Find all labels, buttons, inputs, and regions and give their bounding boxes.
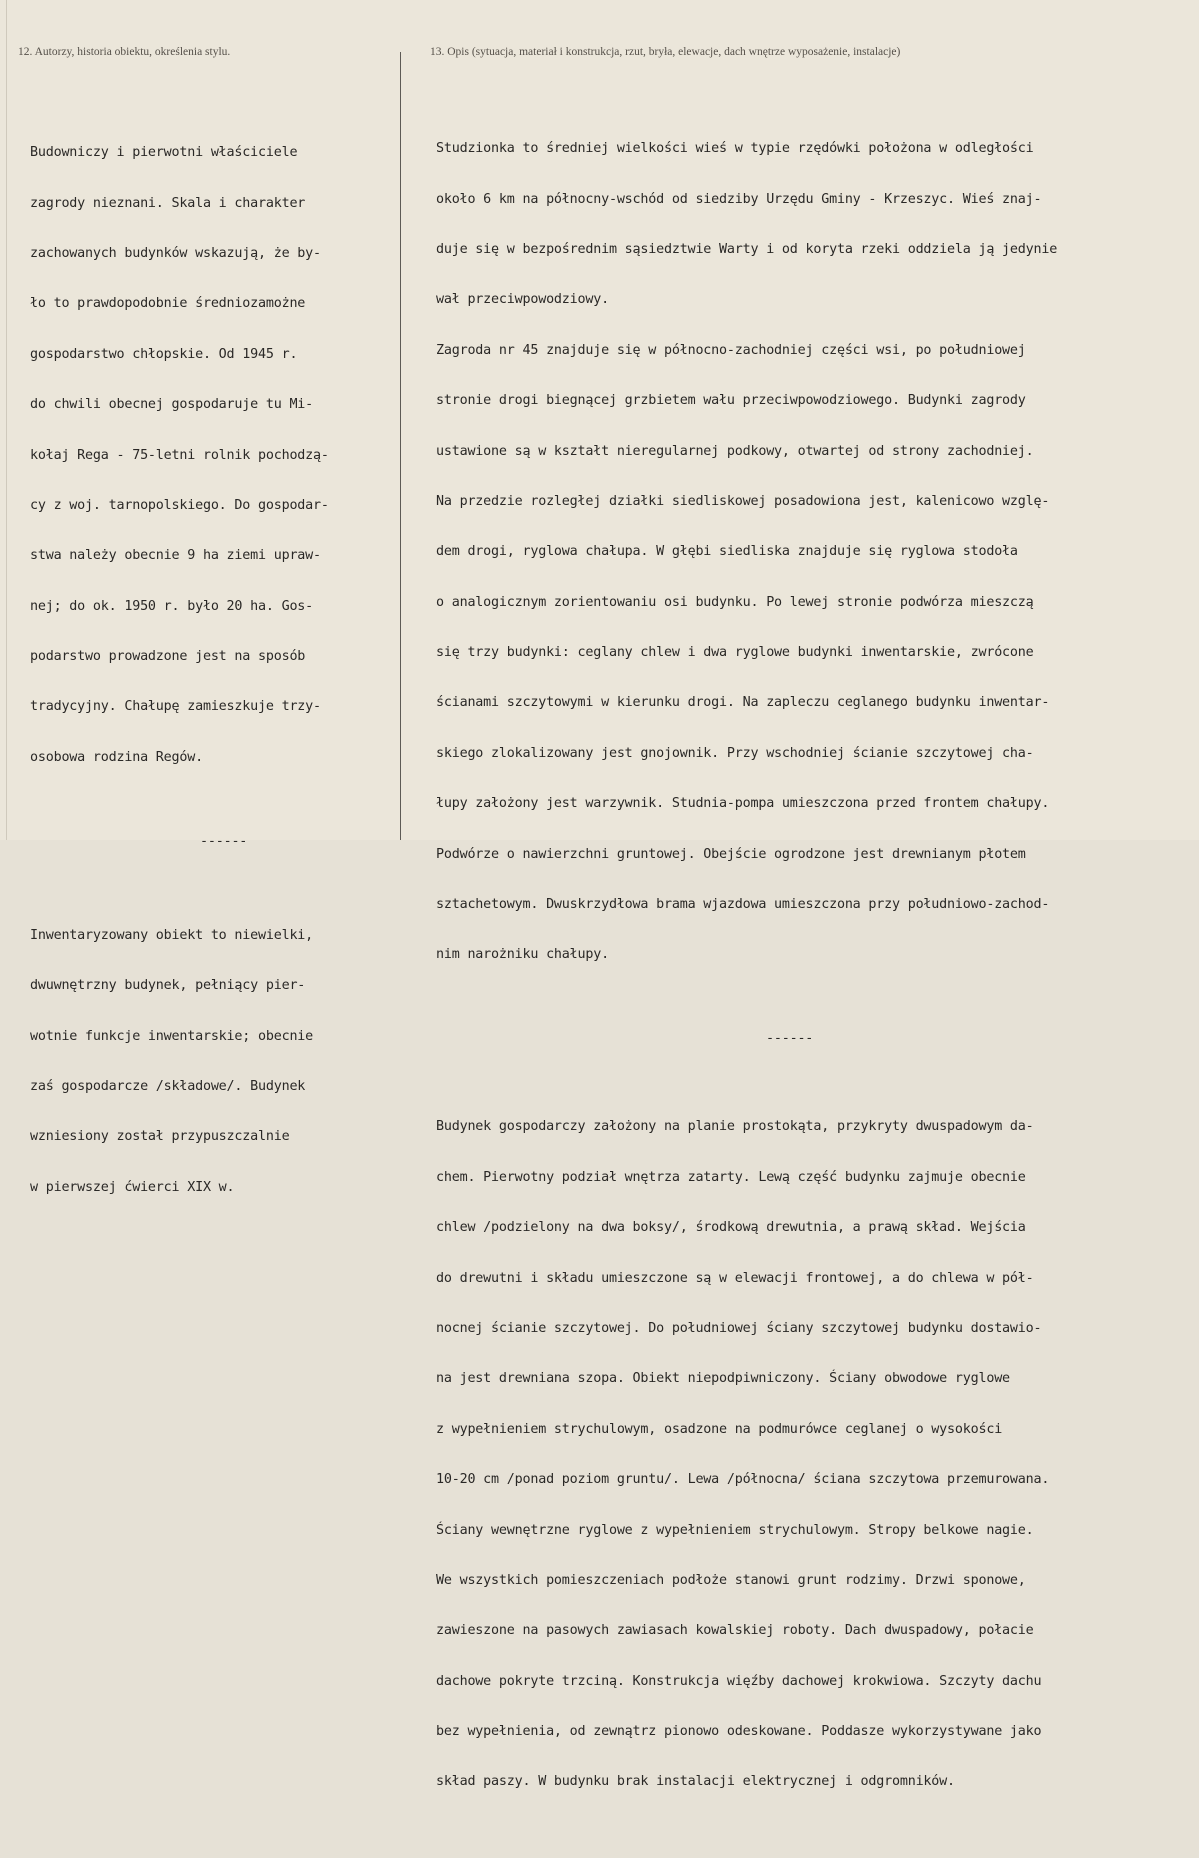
text-line: podarstwo prowadzone jest na sposób	[30, 649, 306, 665]
text-line: ło to prawdopodobnie średniozamożne	[30, 296, 306, 312]
situation-paragraph	[436, 108, 1057, 998]
text-line: do chwili obecnej gospodaruje tu Mi-	[30, 397, 314, 413]
text-line: na jest drewniana szopa. Obiekt niepodpiwniczony. Ściany obwodowe ryglowe	[436, 1371, 1010, 1387]
text-line: z wypełnieniem strychulowym, osadzone na podmurówce ceglanej o wysokości	[436, 1421, 1003, 1437]
text-line: wał przeciwpowodziowy.	[436, 292, 609, 308]
text-line: o analogicznym zorientowaniu osi budynku. Po lewej stronie podwórza mieszczą	[436, 594, 1034, 610]
text-line: Budynek gospodarczy założony na planie prostokąta, przykryty dwuspadowym da-	[436, 1119, 1034, 1135]
text-line: duje się w bezpośrednim sąsiedztwie Warty i od koryta rzeki oddziela ją jedynie	[436, 241, 1058, 257]
text-line: się trzy budynki: ceglany chlew i dwa ryglowe budynki inwentarskie, zwrócone	[436, 645, 1034, 661]
text-line: tradycyjny. Chałupę zamieszkuje trzy-	[30, 699, 321, 715]
text-line: 10-20 cm /ponad poziom gruntu/. Lewa /północna/ ściana szczytowa przemurowana.	[436, 1472, 1050, 1488]
text-line: około 6 km na północny-wschód od siedziby Urzędu Gminy - Krzeszyc. Wieś znaj-	[436, 191, 1042, 207]
text-line: wzniesiony został przypuszczalnie	[30, 1129, 290, 1145]
text-line: zawieszone na pasowych zawiasach kowalskiej roboty. Dach dwuspadowy, połacie	[436, 1623, 1034, 1639]
text-line: Budowniczy i pierwotni właściciele	[30, 145, 298, 161]
text-line: kołaj Rega - 75-letni rolnik pochodzą-	[30, 447, 329, 463]
separator-dashes: ------	[200, 833, 248, 849]
text-line: łupy założony jest warzywnik. Studnia-pompa umieszczona przed frontem chałupy.	[436, 796, 1050, 812]
text-line: wotnie funkcje inwentarskie; obecnie	[30, 1028, 314, 1044]
text-line: We wszystkich pomieszczeniach podłoże stanowi grunt rodzimy. Drzwi sponowe,	[436, 1572, 1026, 1588]
building-description-paragraph	[436, 1086, 1057, 1825]
text-line: nocnej ścianie szczytowej. Do południowej ściany szczytowej budynku dostawio-	[436, 1320, 1042, 1336]
text-line: dachowe pokryte trzciną. Konstrukcja więźby dachowej krokwiowa. Szczyty dachu	[436, 1673, 1042, 1689]
text-line: stronie drogi biegnącej grzbietem wału przeciwpowodziowego. Budynki zagrody	[436, 393, 1026, 409]
text-line: Inwentaryzowany obiekt to niewielki,	[30, 927, 314, 943]
text-line: dwuwnętrzny budynek, pełniący pier-	[30, 978, 306, 994]
page-edge-rule	[6, 0, 7, 840]
text-line: chlew /podzielony na dwa boksy/, środkową drewutnia, a prawą skład. Wejścia	[436, 1220, 1026, 1236]
text-line: Podwórze o nawierzchni gruntowej. Obejście ogrodzone jest drewnianym płotem	[436, 846, 1026, 862]
text-line: w pierwszej ćwierci XIX w.	[30, 1179, 235, 1195]
object-paragraph	[30, 894, 329, 1230]
text-line: Ściany wewnętrzne ryglowe z wypełnieniem strychulowym. Stropy belkowe nagie.	[436, 1522, 1034, 1538]
text-line: zagrody nieznani. Skala i charakter	[30, 195, 306, 211]
text-line: chem. Pierwotny podział wnętrza zatarty. Lewą część budynku zajmuje obecnie	[436, 1169, 1026, 1185]
text-line: Studzionka to średniej wielkości wieś w typie rzędówki położona w odległości	[436, 141, 1034, 157]
text-line: ścianami szczytowymi w kierunku drogi. Na zapleczu ceglanego budynku inwentar-	[436, 695, 1050, 711]
text-line: bez wypełnienia, od zewnątrz pionowo odeskowane. Poddasze wykorzystywane jako	[436, 1724, 1042, 1740]
left-column-text	[30, 78, 329, 1264]
text-line: skiego zlokalizowany jest gnojownik. Przy wschodniej ścianie szczytowej cha-	[436, 745, 1034, 761]
text-line: osobowa rodzina Regów.	[30, 749, 203, 765]
separator-dashes: ------	[766, 1031, 814, 1047]
column-divider	[400, 52, 401, 840]
history-paragraph	[30, 112, 329, 801]
text-line: cy z woj. tarnopolskiego. Do gospodar-	[30, 497, 329, 513]
section-header-description: 13. Opis (sytuacja, materiał i konstrukcja, rzut, bryła, elewacje, dach wnętrze wyposażenie, instalacje)	[430, 46, 901, 58]
text-line: nim narożniku chałupy.	[436, 947, 609, 963]
right-column-text	[436, 74, 1057, 1858]
text-line: zachowanych budynków wskazują, że by-	[30, 245, 321, 261]
text-line: sztachetowym. Dwuskrzydłowa brama wjazdowa umieszczona przy południowo-zachod-	[436, 897, 1050, 913]
text-line: Zagroda nr 45 znajduje się w północno-zachodniej części wsi, po południowej	[436, 342, 1026, 358]
text-line: gospodarstwo chłopskie. Od 1945 r.	[30, 346, 298, 362]
section-header-authors-history: 12. Autorzy, historia obiektu, określenia stylu.	[18, 46, 231, 58]
text-line: stwa należy obecnie 9 ha ziemi upraw-	[30, 548, 321, 564]
text-line: do drewutni i składu umieszczone są w elewacji frontowej, a do chlewa w pół-	[436, 1270, 1034, 1286]
text-line: zaś gospodarcze /składowe/. Budynek	[30, 1079, 306, 1095]
text-line: dem drogi, ryglowa chałupa. W głębi siedliska znajduje się ryglowa stodoła	[436, 544, 1018, 560]
text-line: Na przedzie rozległej działki siedliskowej posadowiona jest, kalenicowo wzglę-	[436, 493, 1050, 509]
text-line: ustawione są w kształt nieregularnej podkowy, otwartej od strony zachodniej.	[436, 443, 1034, 459]
text-line: skład paszy. W budynku brak instalacji elektrycznej i odgromników.	[436, 1774, 955, 1790]
text-line: nej; do ok. 1950 r. było 20 ha. Gos-	[30, 598, 314, 614]
